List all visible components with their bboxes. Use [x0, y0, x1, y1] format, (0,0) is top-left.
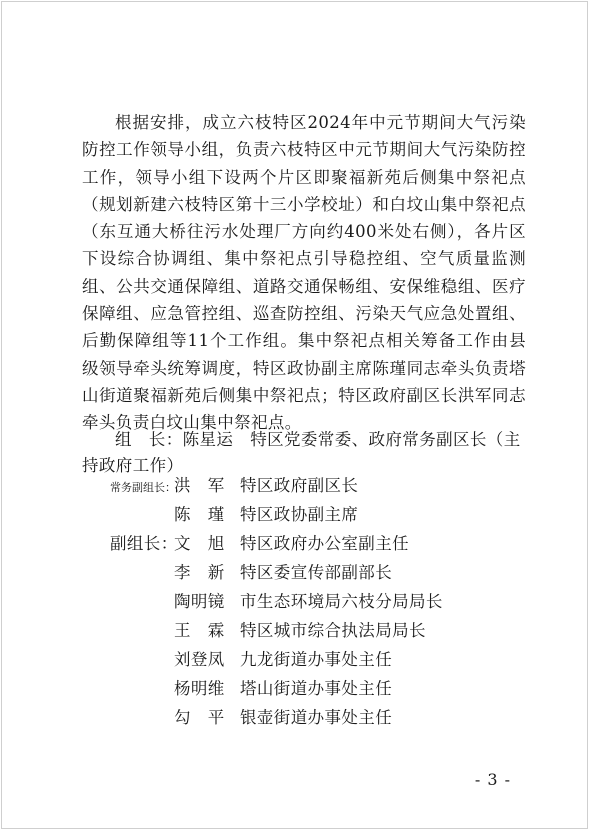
- member-row: [110, 501, 358, 525]
- member-title: 特区政协副主席: [240, 505, 359, 524]
- member-title: 市生态环境局六枝分局局长: [240, 592, 443, 611]
- body-paragraph: 根据安排，成立六枝特区2024年中元节期间大气污染防控工作领导小组，负责六枝特区中元节期间大气污染防控工作，领导小组下设两个片区即聚福新苑后侧集中祭祀点（规划新建六枝特区第十三小学校址）和白坟山集中祭祀点（东互通大桥往污水处理厂方向约400米处右侧），各片区下设综合协调组、集中祭祀点引导稳控组、空气质量监测组、公共交通保障组、道路交通保畅组、安保维稳组、医疗保障组、应急管控组、巡查防控组、污染天气应急处置组、后勤保障组等11个工作组。集中祭祀点相关筹备工作由县级领导牵头统筹调度，特区政协副主席陈瑾同志牵头负责塔山街道聚福新苑后侧集中祭祀点；特区政府副区长洪军同志牵头负责白坟山集中祭祀点。: [82, 113, 526, 433]
- member-title: 特区政府副区长: [240, 476, 359, 495]
- leader-line: 组 长：陈星运 特区党委常委、政府常务副区长（主持政府工作）: [82, 430, 521, 475]
- member-row: [110, 530, 409, 554]
- page-number: - 3 -: [474, 770, 511, 789]
- member-name: 洪 军: [174, 476, 225, 495]
- member-role: 副组长：: [110, 534, 178, 553]
- member-name: 文 旭: [174, 534, 225, 553]
- member-row: [110, 675, 392, 699]
- member-title: 九龙街道办事处主任: [240, 650, 393, 669]
- member-row: [110, 559, 392, 583]
- member-title: 特区政府办公室副主任: [240, 534, 409, 553]
- document-page: [1, 1, 588, 829]
- member-row: [110, 704, 392, 728]
- member-role: 常务副组长：: [110, 481, 176, 494]
- member-name: 李 新: [174, 563, 225, 582]
- member-row: [110, 588, 443, 612]
- member-title: 银壶街道办事处主任: [240, 708, 393, 727]
- member-row: [110, 646, 392, 670]
- member-name: 王 霖: [174, 621, 225, 640]
- member-name: 杨明维: [174, 679, 225, 698]
- member-title: 塔山街道办事处主任: [240, 679, 393, 698]
- member-title: 特区城市综合执法局局长: [240, 621, 426, 640]
- member-row: [110, 617, 426, 641]
- member-name: 陶明镜: [174, 592, 225, 611]
- member-name: 刘登凤: [174, 650, 225, 669]
- member-row: [110, 472, 358, 496]
- member-name: 勾 平: [174, 708, 225, 727]
- member-name: 陈 瑾: [174, 505, 225, 524]
- member-title: 特区委宣传部副部长: [240, 563, 393, 582]
